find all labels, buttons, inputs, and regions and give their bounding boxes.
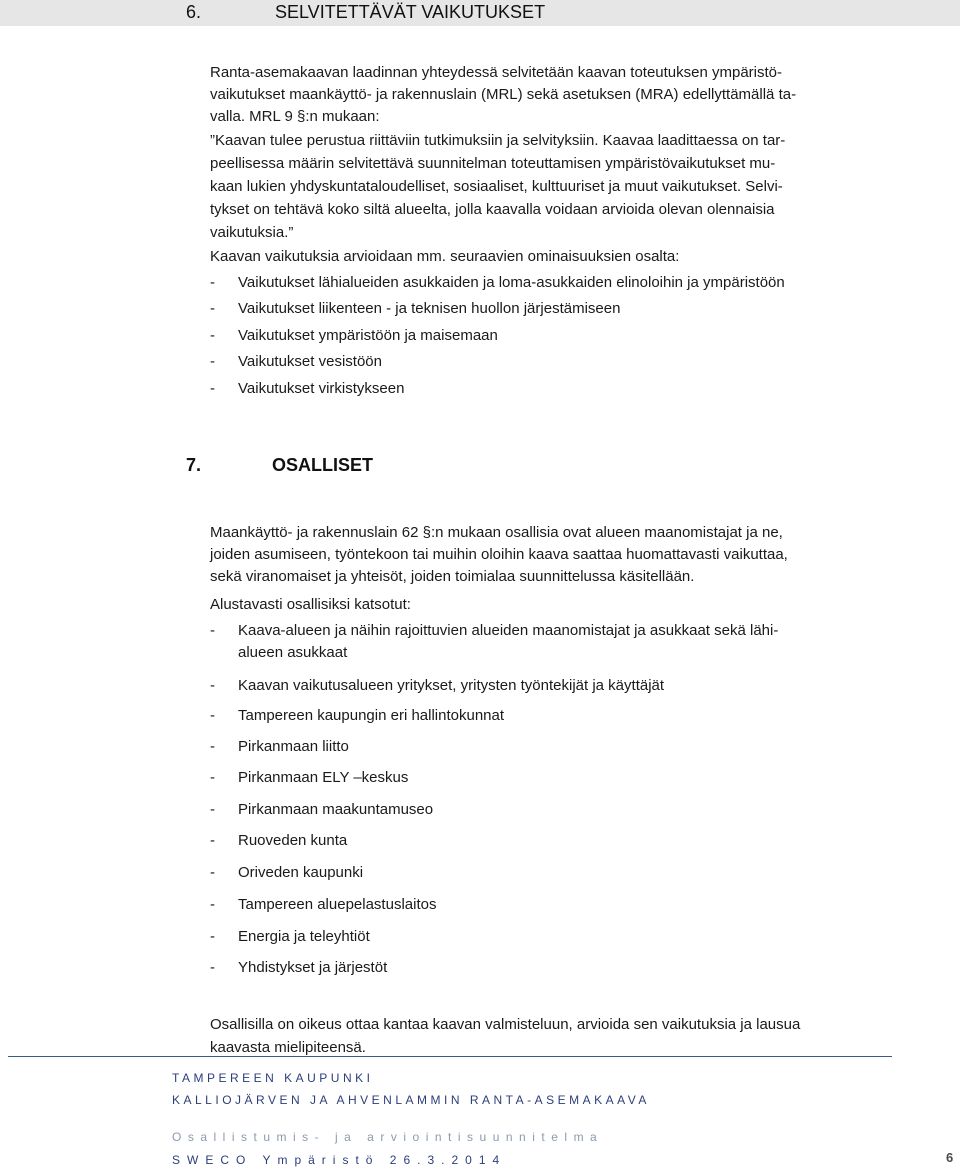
s6-line: kaan lukien yhdyskuntataloudelliset, sosiaaliset, kulttuuriset ja muut vaikutukset. Selvi- (210, 178, 783, 195)
list-dash: - (210, 864, 215, 881)
list-item: Tampereen aluepelastuslaitos (238, 896, 437, 913)
s6-line: Ranta-asemakaavan laadinnan yhteydessä selvitetään kaavan toteutuksen ympäristö- (210, 64, 783, 81)
list-item: Tampereen kaupungin eri hallintokunnat (238, 707, 505, 724)
section-7-number: 7. (186, 455, 202, 475)
list-item: Energia ja teleyhtiöt (238, 928, 370, 945)
s7-line: Alustavasti osallisiksi katsotut: (210, 596, 411, 613)
list-dash: - (210, 832, 215, 849)
list-item-continuation: alueen asukkaat (238, 644, 348, 661)
s6-line: vaikutuksia.” (210, 224, 294, 241)
s6-line: vaikutukset maankäyttö- ja rakennuslain (MRL) sekä asetuksen (MRA) edellyttämällä ta- (210, 86, 797, 103)
list-item: Vaikutukset virkistykseen (238, 380, 405, 397)
footer-project: KALLIOJÄRVEN JA AHVENLAMMIN RANTA-ASEMAKAAVA (172, 1093, 650, 1107)
list-dash: - (210, 622, 215, 639)
s6-line: ”Kaavan tulee perustua riittäviin tutkimuksiin ja selvityksiin. Kaavaa laadittaessa on tar- (210, 132, 786, 149)
list-dash: - (210, 801, 215, 818)
s7-line: sekä viranomaiset ja yhteisöt, joiden toimialaa suunnittelussa käsitellään. (210, 568, 695, 585)
list-item: Vaikutukset liikenteen - ja teknisen huollon järjestämiseen (238, 300, 621, 317)
s6-line: Kaavan vaikutuksia arvioidaan mm. seuraavien ominaisuuksien osalta: (210, 248, 680, 265)
list-dash: - (210, 300, 215, 317)
footer-author-date: SWECO Ympäristö 26.3.2014 (172, 1153, 507, 1167)
s7-closing: Osallisilla on oikeus ottaa kantaa kaavan valmisteluun, arvioida sen vaikutuksia ja lausua (210, 1016, 801, 1033)
list-item: Yhdistykset ja järjestöt (238, 959, 388, 976)
list-dash: - (210, 738, 215, 755)
s7-closing: kaavasta mielipiteensä. (210, 1039, 366, 1056)
list-dash: - (210, 274, 215, 291)
page-number: 6 (946, 1150, 954, 1165)
list-dash: - (210, 707, 215, 724)
s6-line: tykset on tehtävä koko siltä alueelta, jolla kaavalla voidaan arvioida olevan olennaisia (210, 201, 775, 218)
list-item: Pirkanmaan liitto (238, 738, 349, 755)
list-dash: - (210, 928, 215, 945)
s7-line: joiden asumiseen, työntekoon tai muihin oloihin kaava saattaa huomattavasti vaikuttaa, (210, 546, 788, 563)
list-item: Pirkanmaan maakuntamuseo (238, 801, 434, 818)
list-dash: - (210, 769, 215, 786)
list-dash: - (210, 327, 215, 344)
list-dash: - (210, 380, 215, 397)
s6-line: peellisessa määrin selvitettävä suunnitelman toteuttamisen ympäristövaikutukset mu- (210, 155, 776, 172)
list-dash: - (210, 353, 215, 370)
list-dash: - (210, 896, 215, 913)
footer-document-title: Osallistumis- ja arviointisuunnitelma (172, 1130, 604, 1144)
list-item: Oriveden kaupunki (238, 864, 364, 881)
list-item: Kaava-alueen ja näihin rajoittuvien alueiden maanomistajat ja asukkaat sekä lähi- (238, 622, 779, 639)
list-item: Kaavan vaikutusalueen yritykset, yritysten työntekijät ja käyttäjät (238, 677, 665, 694)
footer-rule (8, 1056, 892, 1057)
section-6-title: SELVITETTÄVÄT VAIKUTUKSET (275, 2, 546, 22)
section-6-number: 6. (186, 2, 202, 22)
section-7-title: OSALLISET (272, 455, 374, 475)
list-item: Ruoveden kunta (238, 832, 348, 849)
footer-organization: TAMPEREEN KAUPUNKI (172, 1071, 374, 1085)
list-item: Vaikutukset lähialueiden asukkaiden ja loma-asukkaiden elinoloihin ja ympäristöön (238, 274, 785, 291)
list-dash: - (210, 959, 215, 976)
list-item: Pirkanmaan ELY –keskus (238, 769, 409, 786)
list-item: Vaikutukset ympäristöön ja maisemaan (238, 327, 498, 344)
s7-line: Maankäyttö- ja rakennuslain 62 §:n mukaan osallisia ovat alueen maanomistajat ja ne, (210, 524, 783, 541)
list-dash: - (210, 677, 215, 694)
list-item: Vaikutukset vesistöön (238, 353, 382, 370)
s6-line: valla. MRL 9 §:n mukaan: (210, 108, 380, 125)
